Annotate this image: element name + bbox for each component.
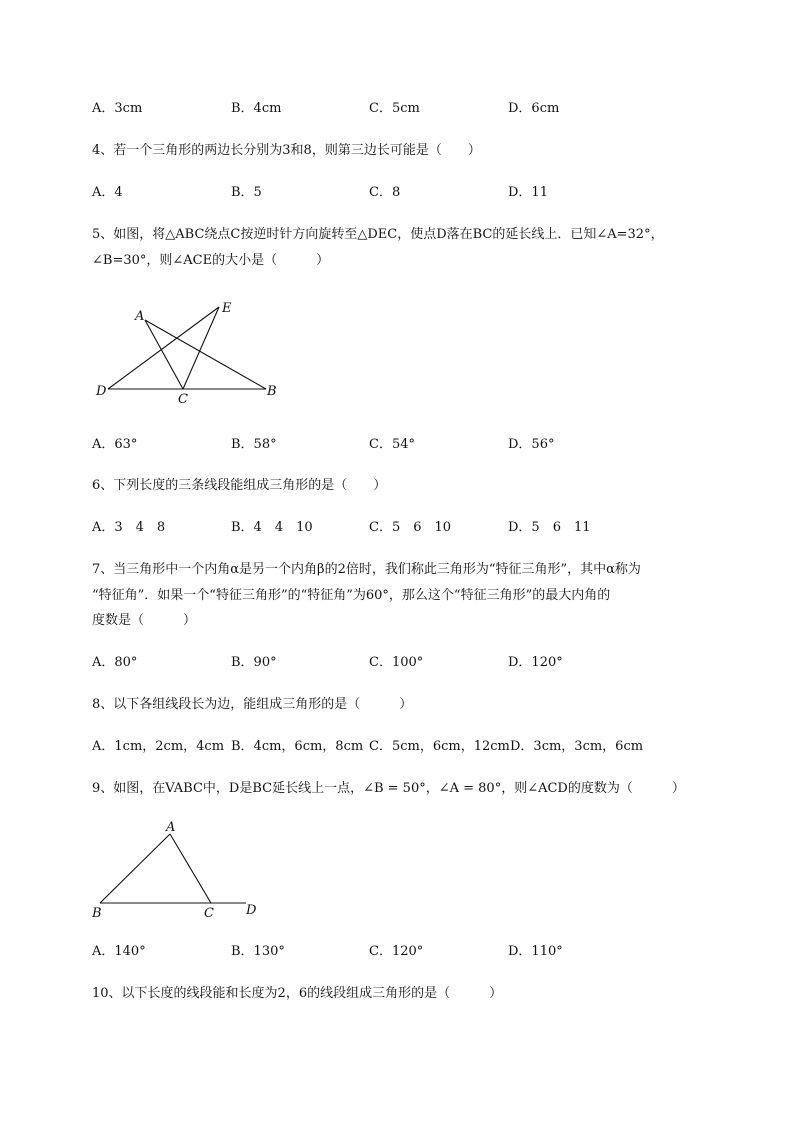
- q7-option-b: B．90°: [231, 655, 277, 670]
- q9-option-c: C．120°: [369, 944, 424, 959]
- q7-stem-line2: “特征角”．如果一个“特征三角形”的“特征角”为60°，那么这个“特征三角形”的最大内角的: [92, 588, 611, 603]
- q5-label-e: E: [222, 301, 232, 316]
- q9-option-b: B．130°: [231, 944, 285, 959]
- q5-stem-line2: ∠B=30°，则∠ACE的大小是（ ）: [92, 253, 330, 268]
- q3-option-d: D．6cm: [508, 101, 560, 116]
- q9-label-a: A: [166, 820, 176, 835]
- q4-option-d: D．11: [508, 185, 548, 200]
- q7-option-a: A．80°: [92, 655, 138, 670]
- q7-options: [92, 653, 712, 673]
- q5-label-a: A: [135, 309, 145, 324]
- q8-options: [92, 737, 712, 757]
- q7-option-c: C．100°: [369, 655, 424, 670]
- q7-stem-line3: 度数是（ ）: [92, 613, 197, 628]
- q4-option-b: B．5: [231, 185, 262, 200]
- q4-options: [92, 183, 712, 203]
- q6-stem: 6、下列长度的三条线段能组成三角形的是（ ）: [92, 478, 387, 493]
- q4-option-c: C．8: [369, 185, 401, 200]
- q3-options: [92, 99, 712, 119]
- q5-option-d: D．56°: [508, 437, 555, 452]
- q9-label-b: B: [92, 906, 102, 921]
- q9-option-d: D．110°: [508, 944, 563, 959]
- q5-label-d: D: [96, 384, 107, 399]
- q8-stem: 8、以下各组线段长为边，能组成三角形的是（ ）: [92, 697, 413, 712]
- q10-stem: 10、以下长度的线段能和长度为2，6的线段组成三角形的是（ ）: [92, 986, 503, 1001]
- q8-option-c: C．5cm，6cm，12cm: [369, 739, 510, 754]
- q9-stem: 9、如图，在VABC中，D是BC延长线上一点，∠B = 50°，∠A = 80°，则∠ACD的度数为（ ）: [92, 781, 685, 796]
- q8-option-d: D．3cm，3cm，6cm: [510, 739, 644, 754]
- q9-options: [92, 942, 712, 962]
- q9-label-d: D: [246, 903, 257, 918]
- q9-option-a: A．140°: [92, 944, 146, 959]
- q5-option-c: C．54°: [369, 437, 415, 452]
- q6-option-a: A．3 4 8: [92, 520, 166, 535]
- q5-stem-line1: 5、如图，将△ABC绕点C按逆时针方向旋转至△DEC，使点D落在BC的延长线上．已知∠A=32°，: [92, 227, 664, 242]
- q5-figure: [90, 295, 290, 410]
- q5-option-a: A．63°: [92, 437, 138, 452]
- q4-option-a: A．4: [92, 185, 123, 200]
- q8-option-b: B．4cm，6cm，8cm: [231, 739, 364, 754]
- q8-option-a: A．1cm，2cm，4cm: [92, 739, 225, 754]
- q5-label-b: B: [267, 384, 277, 399]
- q3-option-b: B．4cm: [231, 101, 282, 116]
- q5-label-c: C: [178, 392, 188, 407]
- q7-option-d: D．120°: [508, 655, 563, 670]
- q3-option-c: C．5cm: [369, 101, 420, 116]
- q9-label-c: C: [204, 906, 214, 921]
- q6-option-b: B．4 4 10: [231, 520, 313, 535]
- q5-option-b: B．58°: [231, 437, 277, 452]
- q6-option-d: D．5 6 11: [508, 520, 591, 535]
- q6-option-c: C．5 6 10: [369, 520, 452, 535]
- q6-options: [92, 518, 712, 538]
- q3-option-a: A．3cm: [92, 101, 143, 116]
- q9-figure: [88, 816, 268, 926]
- q7-stem-line1: 7、当三角形中一个内角α是另一个内角β的2倍时，我们称此三角形为“特征三角形”，其中α称为: [92, 562, 641, 577]
- q5-options: [92, 435, 712, 455]
- q4-stem: 4、若一个三角形的两边长分别为3和8，则第三边长可能是（ ）: [92, 143, 481, 158]
